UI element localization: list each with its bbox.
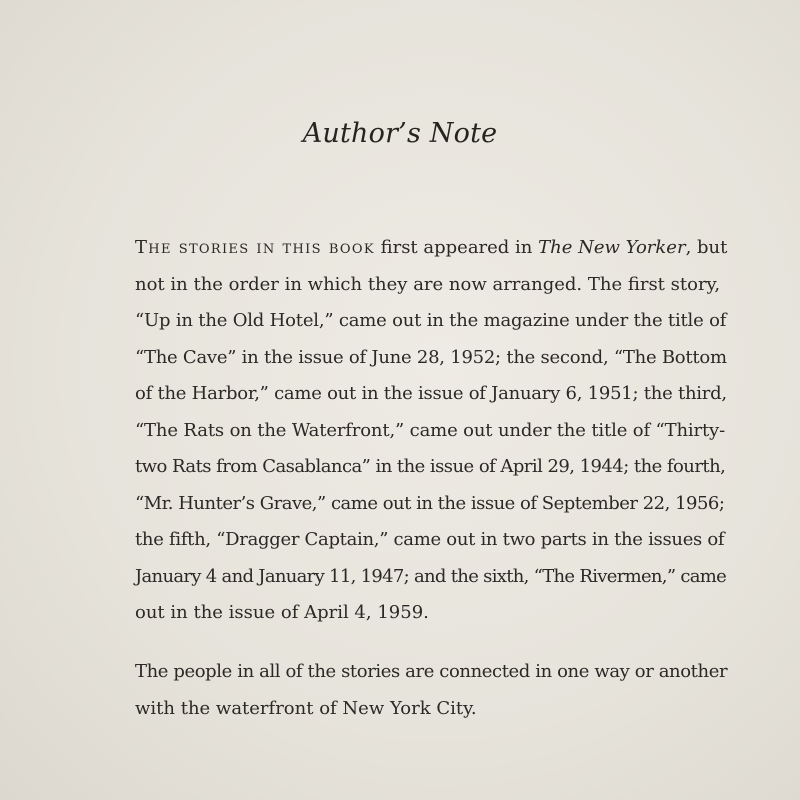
text-line xyxy=(135,230,727,267)
text-line: with the waterfront of New York City. xyxy=(135,697,477,719)
paragraph-publication-history xyxy=(135,230,727,632)
text-line: out in the issue of April 4, 1959. xyxy=(135,602,429,623)
small-caps-lead-in: The stories in this book xyxy=(135,237,375,258)
text-line: January 4 and January 11, 1947; and the sixth, “The Rivermen,” came xyxy=(135,565,727,587)
text-line: two Rats from Casablanca” in the issue of April 29, 1944; the fourth, xyxy=(135,456,726,477)
text-line: “The Cave” in the issue of June 28, 1952; the second, “The Bottom xyxy=(135,346,727,368)
page-title: Author’s Note xyxy=(302,118,498,149)
paragraph-waterfront xyxy=(135,654,727,727)
text-line: of the Harbor,” came out in the issue of January 6, 1951; the third, xyxy=(135,383,727,404)
text-line: The people in all of the stories are connected in one way or another xyxy=(135,661,728,682)
text-line: “The Rats on the Waterfront,” came out under the title of “Thirty- xyxy=(135,419,725,441)
text-line: “Mr. Hunter’s Grave,” came out in the issue of September 22, 1956; xyxy=(135,492,725,514)
text-line: not in the order in which they are now arranged. The first story, xyxy=(135,273,721,295)
text-line: “Up in the Old Hotel,” came out in the magazine under the title of xyxy=(135,310,727,331)
text-line: the fifth, “Dragger Captain,” came out in two parts in the issues of xyxy=(135,529,725,550)
line-1-end: , but xyxy=(685,237,728,258)
line-1-middle: first appeared in xyxy=(374,237,539,258)
magazine-title: The New Yorker xyxy=(538,237,686,258)
